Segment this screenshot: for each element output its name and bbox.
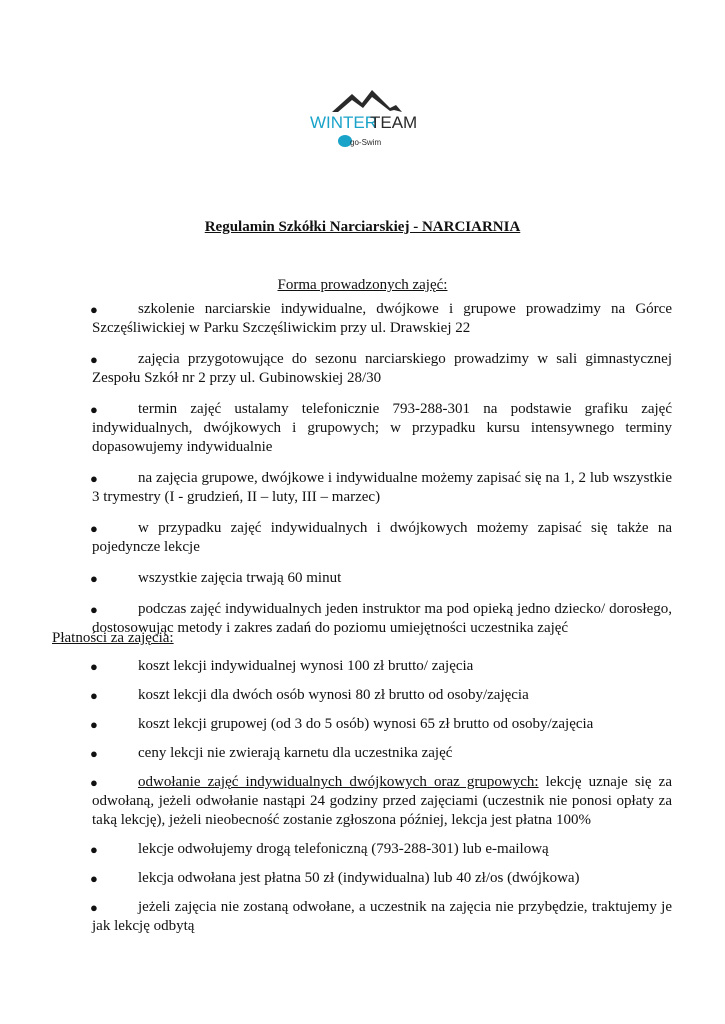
list-item: ● w przypadku zajęć indywidualnych i dwójkowych możemy zapisać się także na pojedyncze lekcje bbox=[90, 520, 672, 555]
list-item: ● termin zajęć ustalamy telefonicznie 793-288-301 na podstawie grafiku zajęć indywidualnych, dwójkowych i grupowych; w przypadku kursu intensywnego terminy dopasowujemy indywidualnie bbox=[90, 401, 672, 455]
list-item: ● zajęcia przygotowujące do sezonu narciarskiego prowadzimy w sali gimnastycznej Zespołu Szkół nr 2 przy ul. Gubinowskiej 28/30 bbox=[90, 351, 672, 386]
list-item: ● jeżeli zajęcia nie zostaną odwołane, a uczestnik na zajęcia nie przybędzie, traktujemy je jak lekcję odbytą bbox=[90, 899, 672, 934]
bullet-icon: ● bbox=[90, 402, 98, 417]
list-item: ● koszt lekcji dla dwóch osób wynosi 80 zł brutto od osoby/zajęcia bbox=[90, 687, 529, 703]
cancellation-heading: odwołanie zajęć indywidualnych dwójkowych oraz grupowych: bbox=[138, 774, 539, 790]
bullet-icon: ● bbox=[90, 688, 98, 703]
bullet-icon: ● bbox=[90, 871, 98, 886]
list-item: ● podczas zajęć indywidualnych jeden instruktor ma pod opieką jedno dziecko/ dorosłego, dostosowując metody i zakres zadań do poziomu umiejętności uczestnika zajęć bbox=[90, 601, 672, 636]
section2-list bbox=[92, 657, 672, 946]
bullet-icon: ● bbox=[90, 571, 98, 586]
list-item: ● wszystkie zajęcia trwają 60 minut bbox=[90, 570, 342, 586]
bullet-icon: ● bbox=[90, 352, 98, 367]
winterteam-logo bbox=[310, 86, 422, 152]
brand-part1: WINTER bbox=[310, 113, 378, 132]
list-item-cancellation: ● odwołanie zajęć indywidualnych dwójkowych oraz grupowych: lekcję uznaje się za odwołaną, jeżeli odwołanie nastąpi 24 godziny przed zajęciami (uczestnik nie ponosi opłaty za taką lekcję), jeżeli nieobecność zostanie zgłoszona później, lekcja jest płatna 100% bbox=[90, 774, 672, 828]
bullet-icon: ● bbox=[90, 746, 98, 761]
list-item: ● lekcja odwołana jest płatna 50 zł (indywidualna) lub 40 zł/os (dwójkowa) bbox=[90, 870, 580, 886]
section2-heading: Płatności za zajęcia: bbox=[52, 630, 174, 646]
bullet-icon: ● bbox=[90, 775, 98, 790]
bullet-icon: ● bbox=[90, 471, 98, 486]
bullet-icon: ● bbox=[90, 302, 98, 317]
document-title: Regulamin Szkółki Narciarskiej - NARCIARNIA bbox=[204, 219, 521, 235]
list-item: ● na zajęcia grupowe, dwójkowe i indywidualne możemy zapisać się na 1, 2 lub wszystkie 3 trymestry (I - grudzień, II – luty, III – marzec) bbox=[90, 470, 672, 505]
section1-heading: Forma prowadzonych zajęć: bbox=[277, 277, 448, 293]
bullet-icon: ● bbox=[90, 717, 98, 732]
list-item: ● koszt lekcji grupowej (od 3 do 5 osób) wynosi 65 zł brutto od osoby/zajęcia bbox=[90, 716, 594, 732]
bullet-icon: ● bbox=[90, 659, 98, 674]
section1-list bbox=[92, 300, 672, 650]
list-item: ● szkolenie narciarskie indywidualne, dwójkowe i grupowe prowadzimy na Górce Szczęśliwickiej w Parku Szczęśliwickim przy ul. Drawskiej 22 bbox=[90, 301, 672, 336]
brand-part2: TEAM bbox=[370, 113, 418, 132]
list-item: ● ceny lekcji nie zwierają karnetu dla uczestnika zajęć bbox=[90, 745, 453, 761]
list-item: ● lekcje odwołujemy drogą telefoniczną (793-288-301) lub e-mailową bbox=[90, 841, 549, 857]
bullet-icon: ● bbox=[90, 900, 98, 915]
bullet-icon: ● bbox=[90, 602, 98, 617]
mountain-logo-icon bbox=[310, 86, 422, 152]
list-item: ● koszt lekcji indywidualnej wynosi 100 zł brutto/ zajęcia bbox=[90, 658, 474, 674]
sub-brand: go-Swim bbox=[350, 138, 382, 147]
bullet-icon: ● bbox=[90, 521, 98, 536]
bullet-icon: ● bbox=[90, 842, 98, 857]
